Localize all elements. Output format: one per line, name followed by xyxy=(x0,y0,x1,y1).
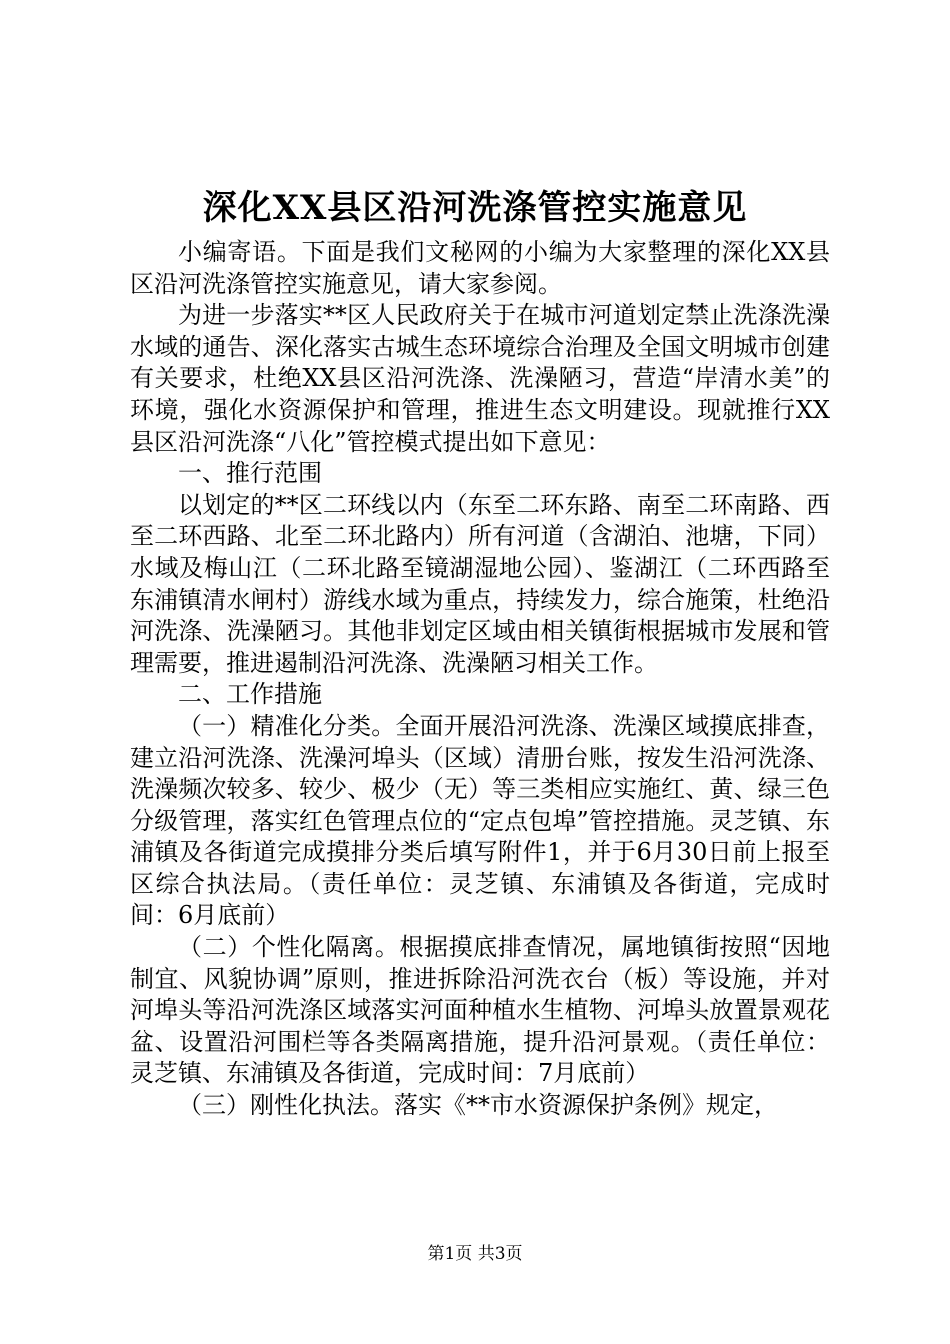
paragraph-purpose: 为进一步落实**区人民政府关于在城市河道划定禁止洗涤洗澡水域的通告、深化落实古城生态环境综合治理及全国文明城市创建有关要求，杜绝XX县区沿河洗涤、洗澡陋习，营造“岸清水美”的环境，强化水资源保护和管理，推进生态文明建设。现就推行XX县区沿河洗涤“八化”管控模式提出如下意见： xyxy=(130,301,830,456)
paragraph-intro: 小编寄语。下面是我们文秘网的小编为大家整理的深化XX县区沿河洗涤管控实施意见，请大家参阅。 xyxy=(130,238,830,298)
paragraph-measure-1: （一）精准化分类。全面开展沿河洗涤、洗澡区域摸底排查，建立沿河洗涤、洗澡河埠头（区域）清册台账，按发生沿河洗涤、洗澡频次较多、较少、极少（无）等三类相应实施红、黄、绿三色分级管理，落实红色管理点位的“定点包埠”管控措施。灵芝镇、东浦镇及各街道完成摸排分类后填写附件1，并于6月30日前上报至区综合执法局。（责任单位：灵芝镇、东浦镇及各街道，完成时间：6月底前） xyxy=(130,711,830,930)
paragraph-scope: 以划定的**区二环线以内（东至二环东路、南至二环南路、西至二环西路、北至二环北路内）所有河道（含湖泊、池塘，下同）水域及梅山江（二环北路至镜湖湿地公园）、鉴湖江（二环西路至东浦镇清水闸村）游线水域为重点，持续发力，综合施策，杜绝沿河洗涤、洗澡陋习。其他非划定区域由相关镇街根据城市发展和管理需要，推进遏制沿河洗涤、洗澡陋习相关工作。 xyxy=(130,490,830,677)
page-footer: 第1页 共3页 xyxy=(427,1244,523,1264)
section-heading-measures: 二、工作措施 xyxy=(178,680,322,709)
paragraph-measure-2: （二）个性化隔离。根据摸底排查情况，属地镇街按照“因地制宜、风貌协调”原则，推进拆除沿河洗衣台（板）等设施，并对河埠头等沿河洗涤区域落实河面种植水生植物、河埠头放置景观花盆、设置沿河围栏等各类隔离措施，提升沿河景观。（责任单位：灵芝镇、东浦镇及各街道，完成时间：7月底前） xyxy=(130,933,830,1088)
paragraph-measure-3: （三）刚性化执法。落实《**市水资源保护条例》规定， xyxy=(178,1091,778,1120)
document-body xyxy=(130,237,830,1122)
document-title: 深化XX县区沿河洗涤管控实施意见 xyxy=(202,188,748,228)
section-heading-scope: 一、推行范围 xyxy=(178,459,322,488)
